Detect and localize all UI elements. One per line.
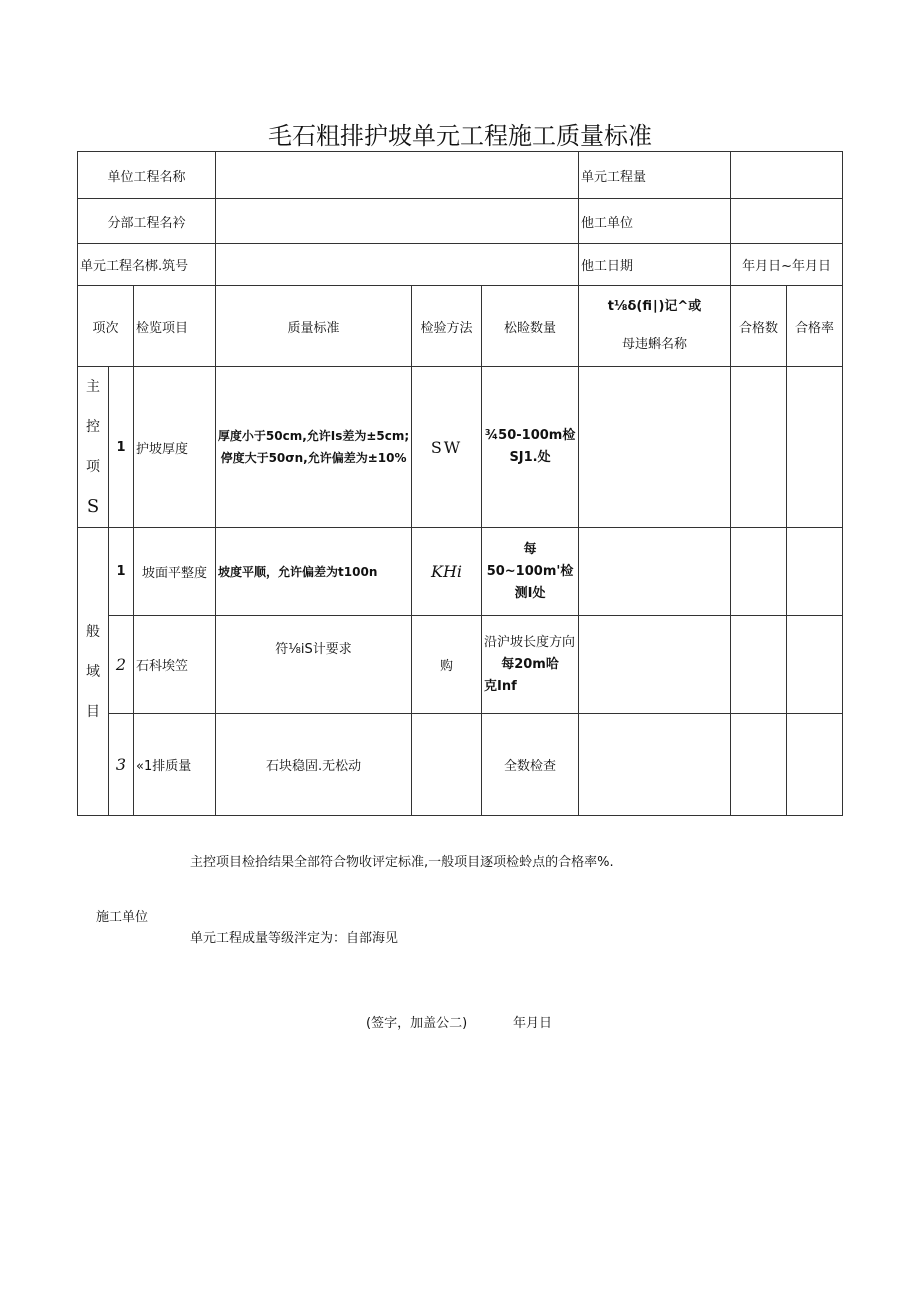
row-pass-count-field[interactable]: [731, 616, 787, 714]
row-no: 3: [109, 714, 134, 816]
row-pass-count-field[interactable]: [731, 528, 787, 616]
main-items-group-label: [78, 367, 109, 528]
header-row-element: [78, 244, 843, 286]
construction-unit-label: 施工单位: [96, 910, 149, 925]
row-item: 护坡厚度: [134, 367, 216, 528]
sub-project-name-label: 分部工程名衿: [78, 199, 216, 244]
signature-label: (签字，加盖公二): [366, 1016, 468, 1031]
inspection-result-text: 主控项目检拾结果全部符合物收评定标准,一般项目逐项检蛉点的合格率%.: [190, 855, 614, 870]
row-standard: 石块稳固.无松动: [216, 714, 412, 816]
row-quantity-line: 每20m哈: [501, 656, 559, 672]
row-quantity-line: 克Inf: [484, 678, 517, 694]
col-item-no: 项次: [78, 286, 134, 367]
main-group-char: 主: [86, 379, 100, 395]
unit-project-name-label: 单位工程名称: [78, 152, 216, 199]
row-standard: 符⅛iS计要求: [216, 616, 412, 714]
construction-date-label: 他工日期: [579, 244, 731, 286]
row-record-field[interactable]: [579, 528, 731, 616]
column-header-row: [78, 286, 843, 367]
col-record-line1: t⅛δ(fi∣)记^或: [607, 299, 702, 314]
main-group-char: S: [86, 496, 100, 517]
row-no: 2: [109, 616, 134, 714]
row-standard: [216, 367, 412, 528]
row-quantity-line: 沿沪坡长度方向: [484, 634, 576, 650]
row-pass-count-field[interactable]: [731, 714, 787, 816]
row-standard: 坡度平顺，允许偏差为t100n: [216, 528, 412, 616]
row-quantity: [482, 528, 579, 616]
row-item: 坡面平整度: [134, 528, 216, 616]
document-title: 毛石粗排护坡单元工程施工质量标准: [268, 122, 652, 150]
row-method: 购: [412, 616, 482, 714]
general-group-char: 目: [86, 703, 100, 720]
general-items-group-label: [78, 528, 109, 816]
header-row-sub-project: [78, 199, 843, 244]
row-no: 1: [109, 367, 134, 528]
table-row: [78, 367, 843, 528]
construction-unit-field[interactable]: [731, 199, 843, 244]
row-quantity-line: 测I处: [514, 585, 546, 601]
row-record-field[interactable]: [579, 616, 731, 714]
grade-assessment-text: 单元工程成量等级泮定为：自部海见: [190, 931, 399, 946]
unit-quantity-label: 单元工程量: [579, 152, 731, 199]
construction-unit-label: 他工单位: [579, 199, 731, 244]
row-method: SW: [412, 367, 482, 528]
row-quantity-line: 每50~100m'检: [486, 541, 574, 579]
row-quantity-line: SJ1.处: [509, 450, 551, 465]
row-record-field[interactable]: [579, 367, 731, 528]
col-quantity: 松睑数量: [482, 286, 579, 367]
table-row: [78, 528, 843, 616]
row-quantity-line: ¾50-100m检: [484, 428, 576, 443]
general-group-char: 域: [86, 663, 100, 680]
row-quantity: [482, 616, 579, 714]
sub-project-name-field[interactable]: [216, 199, 579, 244]
row-quantity: 全数检查: [482, 714, 579, 816]
row-standard-line: 停度大于50σn,允许偏差为±10%: [220, 451, 407, 465]
unit-project-name-field[interactable]: [216, 152, 579, 199]
row-record-field[interactable]: [579, 714, 731, 816]
col-pass-rate: 合格率: [787, 286, 843, 367]
general-group-char: 般: [86, 623, 100, 640]
row-pass-rate-field[interactable]: [787, 367, 843, 528]
col-pass-count: 合格数: [731, 286, 787, 367]
quality-standard-table: [77, 151, 843, 816]
row-no: 1: [109, 528, 134, 616]
header-row-unit-project: [78, 152, 843, 199]
construction-date-field[interactable]: 年月日~年月日: [731, 244, 843, 286]
col-method: 检验方法: [412, 286, 482, 367]
col-record: [579, 286, 731, 367]
row-method: KHi: [412, 528, 482, 616]
row-quantity: [482, 367, 579, 528]
signature-date: 年月日: [513, 1016, 553, 1031]
element-name-label: 单元工程名梆.筑号: [78, 244, 216, 286]
row-item: 石科埃笠: [134, 616, 216, 714]
element-name-field[interactable]: [216, 244, 579, 286]
row-pass-count-field[interactable]: [731, 367, 787, 528]
row-standard-line: 厚度小于50cm,允许Is差为±5cm;: [217, 429, 410, 443]
col-quality-standard: 质量标准: [216, 286, 412, 367]
row-method: [412, 714, 482, 816]
row-pass-rate-field[interactable]: [787, 528, 843, 616]
col-record-line2: 母违蝌名称: [622, 337, 688, 352]
unit-quantity-field[interactable]: [731, 152, 843, 199]
table-row: [78, 714, 843, 816]
row-item: «1排质量: [134, 714, 216, 816]
main-group-char: 项: [86, 459, 100, 475]
col-inspection-item: 检览项目: [134, 286, 216, 367]
row-pass-rate-field[interactable]: [787, 714, 843, 816]
row-pass-rate-field[interactable]: [787, 616, 843, 714]
table-row: [78, 616, 843, 714]
main-group-char: 控: [86, 419, 100, 435]
